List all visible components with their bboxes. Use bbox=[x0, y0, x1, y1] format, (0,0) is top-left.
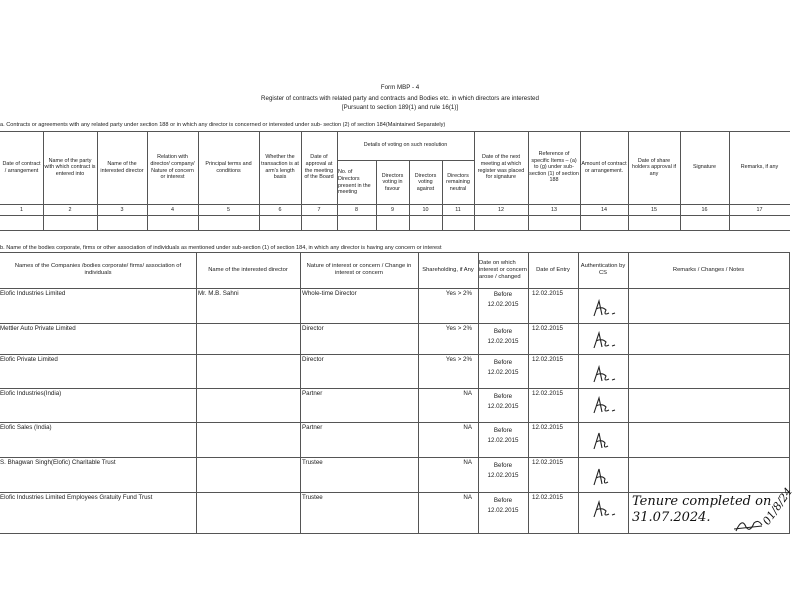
section-a-title: a. Contracts or agreements with any related party under section 188 or in which any director is concerned or interested under sub- section (2) of section 184(Maintained Separately) bbox=[0, 122, 446, 128]
cs-signature bbox=[590, 364, 620, 386]
nature-of-interest: Director bbox=[302, 356, 324, 363]
cs-signature bbox=[590, 330, 620, 352]
interest-arose-date: Before 12.02.2015 bbox=[487, 393, 519, 410]
col-number: 3 bbox=[120, 206, 124, 213]
col-number: 8 bbox=[355, 206, 358, 213]
company-name: Elofic Industries Limited bbox=[0, 290, 66, 297]
entry-date: 12.02.2015 bbox=[532, 290, 563, 297]
col-votes-against: Directors voting against bbox=[414, 172, 437, 192]
col-amount: Amount of contract or arrangement. bbox=[581, 160, 627, 174]
nature-of-interest: Partner bbox=[302, 390, 323, 397]
col-date-of-entry: Date of Entry bbox=[536, 266, 570, 273]
company-name: S. Bhagwan Singh(Elofic) Charitable Trust bbox=[0, 459, 116, 466]
table-row bbox=[0, 492, 790, 533]
nature-of-interest: Partner bbox=[302, 424, 323, 431]
col-number: 2 bbox=[68, 206, 72, 213]
col-authentication: Authentication by CS bbox=[580, 262, 626, 276]
shareholding: Yes > 2% bbox=[445, 356, 472, 363]
table-row bbox=[0, 288, 790, 323]
col-number: 10 bbox=[422, 206, 429, 213]
col-votes-favour: Directors voting in favour bbox=[381, 172, 404, 192]
pursuant-note: [Pursuant to section 189(1) and rule 16(1)] bbox=[341, 104, 459, 111]
form-title: Form MBP - 4 bbox=[380, 84, 420, 91]
col-remarks: Remarks, if any bbox=[740, 164, 779, 171]
shareholding: NA bbox=[463, 390, 472, 397]
interest-arose-date: Before 12.02.2015 bbox=[487, 328, 519, 345]
col-board-approval-date: Date of approval at the meeting of the Board bbox=[304, 154, 334, 181]
interest-arose-date: Before 12.02.2015 bbox=[487, 427, 519, 444]
col-interested-director: Name of the interested director bbox=[100, 160, 144, 174]
entry-date: 12.02.2015 bbox=[532, 459, 563, 466]
voting-group-header: Details of voting on such resolution bbox=[363, 142, 448, 149]
nature-of-interest: Director bbox=[302, 325, 324, 332]
director-name: Mr. M.B. Sahni bbox=[198, 290, 239, 297]
interest-arose-date: Before 12.02.2015 bbox=[487, 359, 519, 376]
col-number: 4 bbox=[171, 206, 174, 213]
interest-arose-date: Before 12.02.2015 bbox=[487, 291, 519, 308]
col-nature-of-interest: Nature of interest or concern / Change in interest or concern bbox=[306, 262, 412, 276]
col-number: 11 bbox=[455, 206, 461, 213]
handwritten-remark: Tenure completed on 31.07.2024. bbox=[632, 494, 772, 525]
col-shareholders-approval: Date of share holders approval if any bbox=[631, 157, 677, 177]
handwritten-date: 01/8/24 bbox=[760, 485, 795, 528]
col-number: 13 bbox=[551, 206, 557, 213]
company-name: Elofic Private Limited bbox=[0, 356, 58, 363]
section-a-table bbox=[0, 130, 790, 231]
company-name: Mettler Auto Private Limited bbox=[0, 325, 76, 332]
shareholding: NA bbox=[463, 459, 472, 466]
interest-arose-date: Before 12.02.2015 bbox=[487, 462, 519, 479]
entry-date: 12.02.2015 bbox=[532, 494, 563, 501]
cs-signature bbox=[590, 499, 620, 521]
col-reference-items: Reference of specific Items – (a) to (g) under sub-section (1) of section 188 bbox=[529, 151, 579, 184]
col-principal-terms: Principal terms and conditions bbox=[205, 160, 252, 174]
col-arms-length: Whether the transaction is at arm's length basis bbox=[261, 154, 299, 181]
nature-of-interest: Trustee bbox=[302, 459, 323, 466]
col-directors-present: No. of Directors present in the meeting bbox=[338, 169, 371, 196]
cs-signature bbox=[590, 298, 620, 320]
shareholding: NA bbox=[463, 494, 472, 501]
col-number: 7 bbox=[317, 206, 321, 213]
col-number: 9 bbox=[391, 206, 394, 213]
col-neutral: Directors remaining neutral bbox=[446, 172, 470, 192]
cs-signature bbox=[590, 395, 620, 417]
entry-date: 12.02.2015 bbox=[532, 424, 563, 431]
col-number: 15 bbox=[651, 206, 657, 213]
col-date-of-contract: Date of contract / arrangement bbox=[2, 160, 41, 174]
col-company-name: Names of the Companies /bodies corporate/ firms/ association of individuals bbox=[14, 262, 182, 276]
col-remarks: Remarks / Changes / Notes bbox=[672, 266, 745, 273]
section-b-table bbox=[0, 252, 790, 534]
col-shareholding: Shareholding, if Any bbox=[422, 266, 474, 273]
cs-signature bbox=[590, 430, 614, 452]
entry-date: 12.02.2015 bbox=[532, 356, 563, 363]
col-number: 17 bbox=[756, 206, 763, 213]
table-row bbox=[0, 457, 790, 492]
entry-date: 12.02.2015 bbox=[532, 325, 563, 332]
nature-of-interest: Whole-time Director bbox=[302, 290, 357, 297]
company-name: Elofic Industries Limited Employees Gratuity Fund Trust bbox=[0, 494, 153, 501]
col-number: 16 bbox=[701, 206, 708, 213]
col-relation: Relation with director/ company/ Nature of concern or interest bbox=[150, 154, 195, 181]
col-date-interest-arose: Date on which interest or concern arose / changed bbox=[479, 259, 528, 280]
interest-arose-date: Before 12.02.2015 bbox=[487, 497, 519, 514]
company-name: Elofic Sales (India) bbox=[0, 424, 52, 431]
section-b-title: b. Name of the bodies corporate, firms or other association of individuals as mentioned under sub-section (1) of section 184, in which any director is having any concern or interest bbox=[0, 245, 442, 251]
shareholding: Yes > 2% bbox=[445, 290, 472, 297]
nature-of-interest: Trustee bbox=[302, 494, 323, 501]
col-number: 6 bbox=[278, 206, 282, 213]
col-signature: Signature bbox=[692, 164, 717, 171]
register-title: Register of contracts with related party and contracts and Bodies etc. in which directors are interested bbox=[261, 95, 539, 102]
col-next-meeting: Date of the next meeting at which register was placed for signature bbox=[477, 154, 525, 181]
shareholding: Yes > 2% bbox=[445, 325, 472, 332]
shareholding: NA bbox=[463, 424, 472, 431]
table-row bbox=[0, 354, 790, 388]
table-row bbox=[0, 388, 790, 422]
col-party-name: Name of the party with which contract is entered into bbox=[44, 157, 96, 177]
col-interested-director: Name of the interested director bbox=[208, 266, 288, 273]
table-row bbox=[0, 422, 790, 457]
company-name: Elofic Industries(India) bbox=[0, 390, 62, 397]
col-number: 5 bbox=[227, 206, 230, 213]
initials-signature bbox=[734, 515, 764, 535]
col-number: 12 bbox=[498, 206, 504, 213]
table-row bbox=[0, 323, 790, 354]
col-number: 14 bbox=[601, 206, 607, 213]
cs-signature bbox=[590, 466, 614, 488]
entry-date: 12.02.2015 bbox=[532, 390, 563, 397]
col-number: 1 bbox=[20, 206, 23, 213]
